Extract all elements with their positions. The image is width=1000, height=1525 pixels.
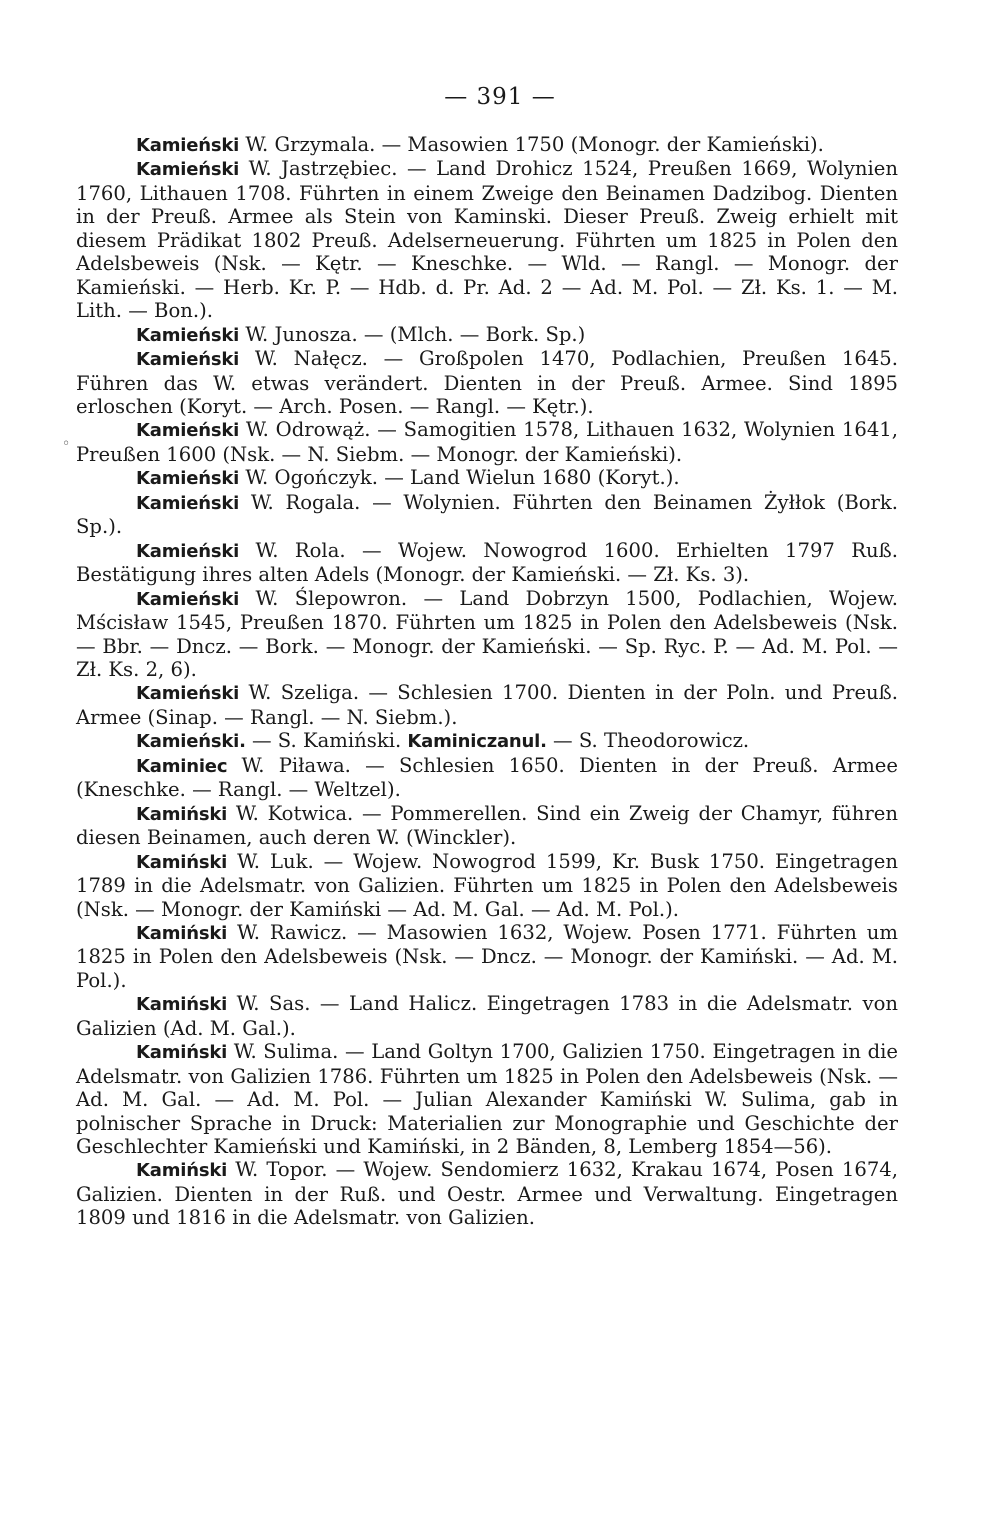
entry [76,466,898,490]
entry-name: Kamiński [136,1160,228,1182]
entry [76,921,898,992]
entry-name: Kamieński [136,159,240,181]
entry-text: W. Topor. — Wojew. Sendomierz 1632, Krakau 1674, Posen 1674, Galizien. Dienten in der Ruß. und Oestr. Armee und Verwaltung. Eingetragen 1809 und 1816 in die Adelsmatr. von Galizien. [76,1158,898,1230]
entry-name: Kamiński [136,922,228,944]
entry-name: Kamieński [136,135,240,156]
entry-name: Kamieński [136,540,240,562]
entry [76,539,898,587]
entry-text: W. Jastrzębiec. — Land Drohicz 1524, Preußen 1669, Wolynien 1760, Lithauen 1708. Führten in einem Zweige den Beinamen Dadzibog. Dienten in der Preuß. Armee als Stein von Kaminski. Dieser Preuß. Zweig erhielt mit diesem Prädikat 1802 Preuß. Adelserneuerung. Führten um 1825 in Polen den Adelsbeweis (Nsk. — Kętr. — Kneschke. — Wld. — Rangl. — Monogr. der Kamieński. — Herb. Kr. P. — Hdb. d. Pr. Ad. 2 — Ad. M. Pol. — Zł. Ks. 1. — M. Lith. — Bon.). [76,157,898,323]
entry-name: Kamieński [136,349,240,371]
entry-text: — S. Kamiński. [245,729,408,753]
entry [76,157,898,322]
entry-name: Kamieński. [136,731,246,753]
entry-text: W. Luk. — Wojew. Nowogrod 1599, Kr. Busk 1750. Eingetragen 1789 in die Adelsmatr. von Galizien. Führten um 1825 in Polen den Adelsbeweis (Nsk. — Monogr. der Kamiński — Ad. M. Gal. — Ad. M. Pol.). [76,849,898,921]
entry-name: Kaminiczanul. [407,731,547,753]
entry [76,850,898,921]
entry [76,754,898,802]
entry-text: W. Szeliga. — Schlesien 1700. Dienten in der Poln. und Preuß. Armee (Sinap. — Rangl. — N. Siebm.). [76,681,898,729]
entry-name: Kamiński [136,1042,228,1064]
entry [76,587,898,682]
entry [76,1040,898,1158]
entry [76,1158,898,1229]
entry-text: W. Nałęcz. — Großpolen 1470, Podlachien, Preußen 1645. Führen das W. etwas verändert. Dienten in der Preuß. Armee. Sind 1895 erloschen (Koryt. — Arch. Posen. — Rangl. — Kętr.). [76,347,898,418]
page-number: — 391 — [444,84,556,110]
entry [76,418,898,466]
entry-text: W. Junosza. — (Mlch. — Bork. Sp.) [239,322,586,346]
entry-text: W. Grzymala. — Masowien 1750 (Monogr. der Kamieński). [239,133,824,156]
entry-name: Kamieński [136,324,240,346]
entry-text: — S. Theodorowicz. [546,729,750,753]
entry-name: Kamiński [136,803,228,825]
entry-name: Kaminiec [136,755,228,777]
entry [76,323,898,347]
entries-list [76,133,898,1230]
margin-mark: ◦ [62,436,71,452]
entry-name: Kamiński [136,994,228,1016]
entry-text: W. Rola. — Wojew. Nowogrod 1600. Erhielten 1797 Ruß. Bestätigung ihres alten Adels (Monogr. der Kamieński. — Zł. Ks. 3). [76,538,898,587]
entry-name: Kamieński [136,683,240,705]
entry [76,992,898,1040]
entry-name: Kamieński [136,420,240,442]
entry-text: W. Rogala. — Wolynien. Führten den Beinamen Żyłłok (Bork. Sp.). [76,490,898,539]
entry [76,729,898,753]
entry [76,491,898,539]
entry-text: W. Kotwica. — Pommerellen. Sind ein Zweig der Chamyr, führen diesen Beinamen, auch deren W. (Winckler). [76,801,898,850]
entry-text: W. Odrowąż. — Samogitien 1578, Lithauen 1632, Wolynien 1641, Preußen 1600 (Nsk. — N. Siebm. — Monogr. der Kamieński). [76,418,898,466]
entry-text: W. Sas. — Land Halicz. Eingetragen 1783 in die Adelsmatr. von Galizien (Ad. M. Gal.). [76,992,898,1040]
entry-text: W. Sulima. — Land Goltyn 1700, Galizien 1750. Eingetragen in die Adelsmatr. von Galizien 1786. Führten um 1825 in Polen den Adelsbeweis (Nsk. — Ad. M. Gal. — Ad. M. Pol. — Julian Alexander Kamiński W. Sulima, gab in polnischer Sprache in Druck: Materialien zur Monographie und Geschichte der Geschlechter Kamieński und Kamiński, in 2 Bänden, 8, Lemberg 1854—56). [76,1040,898,1159]
entry [76,133,898,157]
entry-text: W. Rawicz. — Masowien 1632, Wojew. Posen 1771. Führten um 1825 in Polen den Adelsbeweis (Nsk. — Dncz. — Monogr. der Kamiński. — Ad. M. Pol.). [76,920,898,992]
entry-name: Kamieński [136,588,240,610]
entry [76,681,898,729]
entry-text: W. Ślepowron. — Land Dobrzyn 1500, Podlachien, Wojew. Mścisław 1545, Preußen 1870. Führten um 1825 in Polen den Adelsbeweis (Nsk. — Bbr. — Dncz. — Bork. — Monogr. der Kamieński. — Sp. Ryc. P. — Ad. M. Pol. — Zł. Ks. 2, 6). [76,586,898,681]
entry-name: Kamieński [136,468,240,490]
entry-text: W. Ogończyk. — Land Wielun 1680 (Koryt.). [239,466,680,490]
entry [76,347,898,418]
entry [76,802,898,850]
entry-name: Kamieński [136,492,240,514]
entry-name: Kamiński [136,851,228,873]
entry-text: W. Piława. — Schlesien 1650. Dienten in der Preuß. Armee (Kneschke. — Rangl. — Weltzel). [76,753,898,802]
